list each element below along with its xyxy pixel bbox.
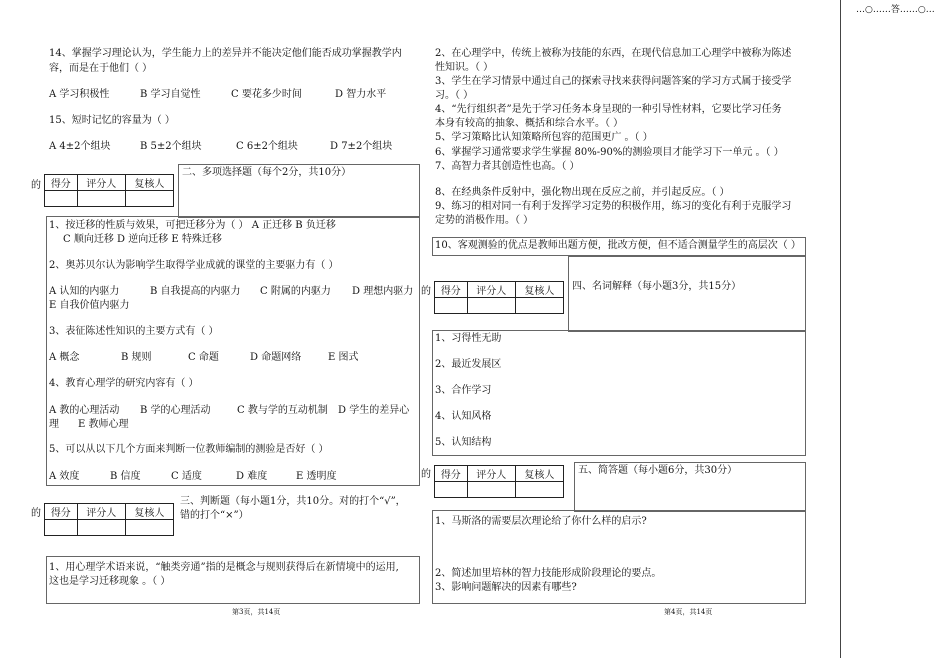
section3-title-cont: 错的打个“×”） bbox=[180, 510, 249, 521]
q14-option-c: C 要花多少时间 bbox=[231, 89, 302, 100]
short-answer-3: 3、影响问题解决的因素有哪些? bbox=[435, 582, 577, 593]
j7-text: 7、高智力者其创造性也高。（ ） bbox=[435, 161, 580, 172]
binding-line bbox=[840, 0, 841, 658]
m3-option-a: A 概念 bbox=[49, 352, 80, 363]
j4-text: 4、“先行组织者”是先于学习任务本身呈现的一种引导性材料，它要比学习任务 bbox=[435, 104, 782, 115]
q14-option-b: B 学习自觉性 bbox=[140, 89, 201, 100]
m5-text: 5、可以从以下几个方面来判断一位教师编制的测验是否好（ ） bbox=[49, 444, 329, 455]
m3-text: 3、表征陈述性知识的主要方式有（ ） bbox=[49, 326, 219, 337]
short-answer-2: 2、简述加里培林的智力技能形成阶段理论的要点。 bbox=[435, 568, 662, 579]
m4-option-d-tail: 理 bbox=[49, 419, 59, 430]
reviewer-cell[interactable] bbox=[125, 191, 173, 207]
j6-text: 6、掌握学习通常要求学生掌握 80%-90%的测验项目才能学习下一单元 。（ ） bbox=[435, 147, 784, 158]
reviewer-header: 复核人 bbox=[125, 504, 173, 520]
grader-header: 评分人 bbox=[467, 466, 515, 482]
term-5: 5、认知结构 bbox=[435, 437, 492, 448]
page-footer-left: 第3页，共14页 bbox=[232, 608, 281, 616]
q14-option-d: D 智力水平 bbox=[335, 89, 387, 100]
m2-option-d: D 理想内驱力 bbox=[352, 286, 414, 297]
j8-text: 8、在经典条件反射中，强化物出现在反应之前，并引起反应。（ ） bbox=[435, 187, 730, 198]
m2-text: 2、奥苏贝尔认为影响学生取得学业成就的课堂的主要驱力有（ ） bbox=[49, 260, 339, 271]
page-footer-right: 第4页，共14页 bbox=[664, 608, 713, 616]
m3-option-c: C 命题 bbox=[188, 352, 219, 363]
score-cell[interactable] bbox=[45, 191, 78, 207]
j2-text: 2、在心理学中，传统上被称为技能的东西，在现代信息加工心理学中被称为陈述 bbox=[435, 48, 792, 59]
section5-title: 五、简答题（每小题6分，共30分） bbox=[578, 465, 738, 476]
reviewer-header: 复核人 bbox=[515, 466, 563, 482]
grader-header: 评分人 bbox=[77, 504, 125, 520]
score-cell[interactable] bbox=[435, 482, 468, 498]
section2-title: 二、多项选择题（每个2分，共10分） bbox=[182, 167, 352, 178]
j1-text: 1、用心理学术语来说，“触类旁通”指的是概念与规则获得后在新情境中的运用, bbox=[49, 562, 399, 573]
score-table-section3 bbox=[44, 503, 174, 536]
m5-option-b: B 信度 bbox=[110, 471, 141, 482]
section4-title: 四、名词解释（每小题3分，共15分） bbox=[572, 281, 742, 292]
m3-option-d: D 命题网络 bbox=[250, 352, 302, 363]
grader-cell[interactable] bbox=[77, 520, 125, 536]
j9-text: 9、练习的相对同一有利于发挥学习定势的积极作用，练习的变化有利于克服学习 bbox=[435, 201, 792, 212]
term-1: 1、习得性无助 bbox=[435, 333, 502, 344]
j3-text-cont: 习。（ ） bbox=[435, 90, 474, 101]
m4-option-b: B 学的心理活动 bbox=[140, 405, 211, 416]
j3-text: 3、学生在学习情景中通过自己的探索寻找来获得问题答案的学习方式属于接受学 bbox=[435, 76, 792, 87]
j10-text: 10、客观测验的优点是教师出题方便，批改方便，但不适合测量学生的高层次（ ） bbox=[435, 240, 801, 251]
reviewer-cell[interactable] bbox=[125, 520, 173, 536]
grader-cell[interactable] bbox=[467, 482, 515, 498]
grader-cell[interactable] bbox=[77, 191, 125, 207]
m5-option-d: D 难度 bbox=[236, 471, 268, 482]
j1-text-cont: 这也是学习迁移现象 。（ ） bbox=[49, 576, 171, 587]
short-answer-1: 1、马斯洛的需要层次理论给了你什么样的启示? bbox=[435, 516, 647, 527]
reviewer-cell[interactable] bbox=[515, 298, 563, 314]
score-header: 得分 bbox=[435, 466, 468, 482]
m4-option-a: A 教的心理活动 bbox=[49, 405, 120, 416]
q15-option-b: B 5±2个组块 bbox=[140, 141, 202, 152]
m4-option-c: C 教与学的互动机制 bbox=[237, 405, 328, 416]
m2-option-c: C 附属的内驱力 bbox=[260, 286, 331, 297]
reviewer-header: 复核人 bbox=[125, 175, 173, 191]
score-header: 得分 bbox=[45, 504, 78, 520]
m1-text-cont: C 顺向迁移 D 逆向迁移 E 特殊迁移 bbox=[63, 234, 222, 245]
m1-text: 1、按迁移的性质与效果，可把迁移分为（ ） A 正迁移 B 负迁移 bbox=[49, 220, 336, 231]
m2-option-b: B 自我提高的内驱力 bbox=[150, 286, 241, 297]
m4-text: 4、教育心理学的研究内容有（ ） bbox=[49, 378, 199, 389]
m2-option-e: E 自我价值内驱力 bbox=[49, 300, 130, 311]
m3-option-e: E 图式 bbox=[328, 352, 359, 363]
score-header: 得分 bbox=[435, 282, 468, 298]
j9-text-cont: 定势的消极作用。（ ） bbox=[435, 215, 534, 226]
score-prefix: 的 bbox=[421, 469, 431, 480]
term-3: 3、合作学习 bbox=[435, 385, 492, 396]
q14-option-a: A 学习积极性 bbox=[49, 89, 110, 100]
grader-cell[interactable] bbox=[467, 298, 515, 314]
j5-text: 5、学习策略比认知策略所包容的范围更广 。（ ） bbox=[435, 132, 653, 143]
term-2: 2、最近发展区 bbox=[435, 359, 502, 370]
reviewer-cell[interactable] bbox=[515, 482, 563, 498]
q14-text-cont: 容，而是在于他们（ ） bbox=[49, 63, 153, 74]
q15-text: 15、短时记忆的容量为（ ） bbox=[49, 115, 175, 126]
term-4: 4、认知风格 bbox=[435, 411, 492, 422]
m4-option-e: E 教师心理 bbox=[78, 419, 129, 430]
score-prefix: 的 bbox=[31, 180, 41, 191]
j4-text-cont: 本身有较高的抽象、概括和综合水平。（ ） bbox=[435, 118, 624, 129]
section4-header-box bbox=[568, 256, 806, 332]
q15-option-d: D 7±2个组块 bbox=[330, 141, 393, 152]
score-prefix: 的 bbox=[421, 286, 431, 297]
score-cell[interactable] bbox=[435, 298, 468, 314]
q15-option-a: A 4±2个组块 bbox=[49, 141, 111, 152]
m5-option-a: A 效度 bbox=[49, 471, 80, 482]
m3-option-b: B 规则 bbox=[121, 352, 152, 363]
score-table-section5 bbox=[434, 465, 564, 498]
section3-title: 三、判断题（每小题1分，共10分。对的打个“√”， bbox=[180, 496, 406, 507]
score-header: 得分 bbox=[45, 175, 78, 191]
m5-option-e: E 透明度 bbox=[296, 471, 337, 482]
q15-option-c: C 6±2个组块 bbox=[236, 141, 298, 152]
score-table-section4 bbox=[434, 281, 564, 314]
score-cell[interactable] bbox=[45, 520, 78, 536]
grader-header: 评分人 bbox=[467, 282, 515, 298]
q14-text: 14、掌握学习理论认为，学生能力上的差异并不能决定他们能否成功掌握教学内 bbox=[49, 48, 402, 59]
m2-option-a: A 认知的内驱力 bbox=[49, 286, 120, 297]
m4-option-d: D 学生的差异心 bbox=[338, 405, 410, 416]
score-prefix: 的 bbox=[31, 508, 41, 519]
binding-mark: …○……答……○… bbox=[856, 5, 935, 15]
j2-text-cont: 性知识。（ ） bbox=[435, 62, 494, 73]
m5-option-c: C 适度 bbox=[171, 471, 202, 482]
grader-header: 评分人 bbox=[77, 175, 125, 191]
reviewer-header: 复核人 bbox=[515, 282, 563, 298]
score-table-section2 bbox=[44, 174, 174, 207]
